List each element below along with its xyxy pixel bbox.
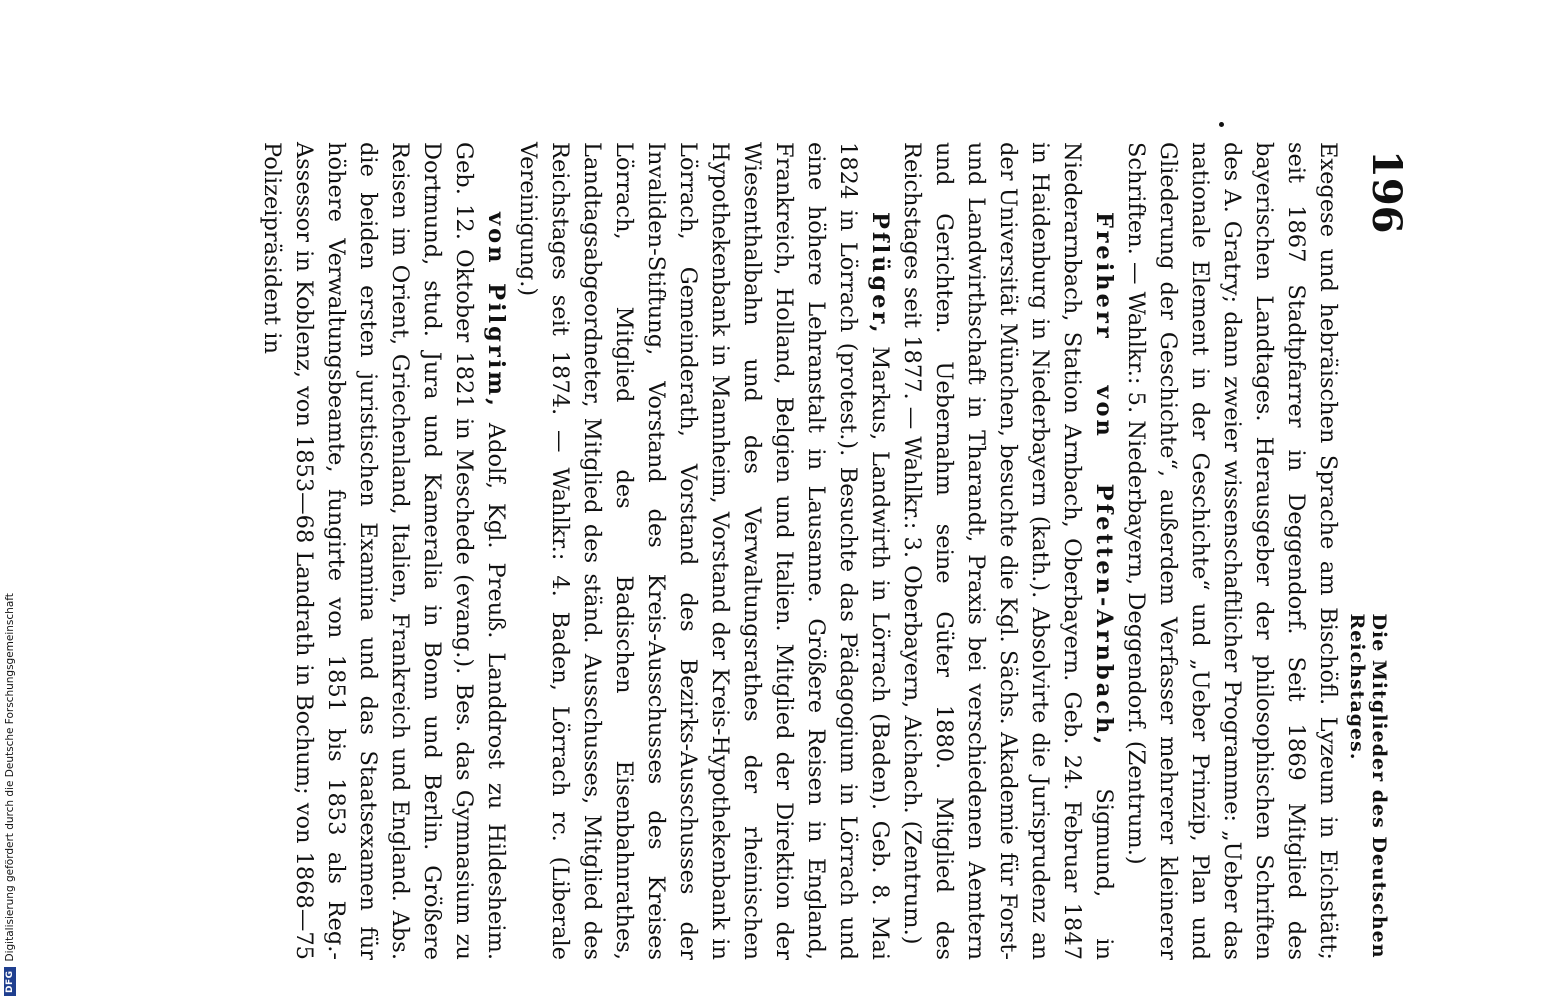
entry-text: Adolf, Kgl. Preuß. Landdrost zu Hildesheim. Geb. 12. Oktober 1821 in Meschede (evang.). Bes. das Gymnasium zu Dortmund, stud. Jura und Kameralia in Bonn und Berlin. Größere Reisen im Orient, Griechenland, Italien, Frankreich und England. Abs. die beiden ersten juristischen Examina und das Staatsexamen für höhere Verwaltungsbeamte, fungirte von 1851 bis 1853 als Reg.-Assessor in Koblenz, von 1853—68 Landrath in Bochum; von 1868—75 Polizeipräsident in [259, 142, 509, 960]
page-header [1346, 120, 1410, 960]
entry-continuation [1120, 142, 1344, 960]
page-number: 196 [1363, 150, 1410, 234]
dfg-logo: DFG [4, 967, 16, 996]
entry-text: Sigmund, in Niederarnbach, Station Arnbach, Oberbayern. Geb. 24. Februar 1847 in Haidenburg in Niederbayern (kath.). Absolvirte die Jurisprudenz an der Universität München, besuchte die Kgl. Sächs. Akademie für Forst- und Landwirthschaft in Tharandt, Praxis bei verschiedenen Aemtern und Gerichten. Uebernahm seine Güter 1880. Mitglied des Reichstages seit 1877. — Wahlkr.: 3. Oberbayern, Aichach. (Zentrum.) [899, 142, 1117, 960]
entry-pflueger [512, 142, 896, 960]
entry-name: Pflüger, [867, 212, 893, 336]
body-text [256, 120, 1344, 960]
rotated-text-block [140, 120, 1410, 960]
entry-text: Exegese und hebräischen Sprache am Bischöfl. Lyzeum in Eichstätt; seit 1867 Stadtpfarrer in Deggendorf. Seit 1869 Mitglied des bayerischen Landtages. Herausgeber der philosophischen Schriften des A. Gratry; dann zweier wissenschaftlicher Programme: „Ueber das nationale Element in der Geschichte“ und „Ueber Prinzip, Plan und Gliederung der Geschichte“, außerdem Verfasser mehrerer kleinerer Schriften. — Wahlkr.: 5. Niederbayern, Deggendorf. (Zentrum.) [1123, 142, 1341, 960]
entry-text: Markus, Landwirth in Lörrach (Baden). Geb. 8. Mai 1824 in Lörrach (protest.). Besuchte das Pädagogium in Lörrach und eine höhere Lehranstalt in Lausanne. Größere Reisen in England, Frankreich, Holland, Belgien und Italien. Mitglied der Direktion der Wiesenthalbahn und des Verwaltungsrathes der rheinischen Hypothekenbank in Mannheim, Vorstand der Kreis-Hypothekenbank in Lörrach, Gemeinderath, Vorstand des Bezirks-Ausschusses der Invaliden-Stiftung, Vorstand des Kreis-Ausschusses des Kreises Lörrach, Mitglied des Badischen Eisenbahnrathes, Landtagsabgeordneter, Mitglied des ständ. Ausschusses, Mitglied des Reichstages seit 1874. — Wahlkr.: 4. Baden, Lörrach rc. (Liberale Vereinigung.) [515, 142, 893, 960]
credit-text: Digitalisierung gefördert durch die Deutsche Forschungsgemeinschaft [4, 593, 16, 962]
margin-mark [1219, 122, 1224, 127]
entry-pilgrim [256, 142, 512, 960]
entry-name: Freiherr von Pfetten-Arnbach, [1091, 212, 1117, 748]
entry-pfetten-arnbach [896, 142, 1120, 960]
funding-credit [0, 16, 20, 996]
entry-name: von Pilgrim, [483, 212, 509, 409]
running-head: Die Mitglieder des Deutschen Reichstages. [1346, 613, 1390, 959]
